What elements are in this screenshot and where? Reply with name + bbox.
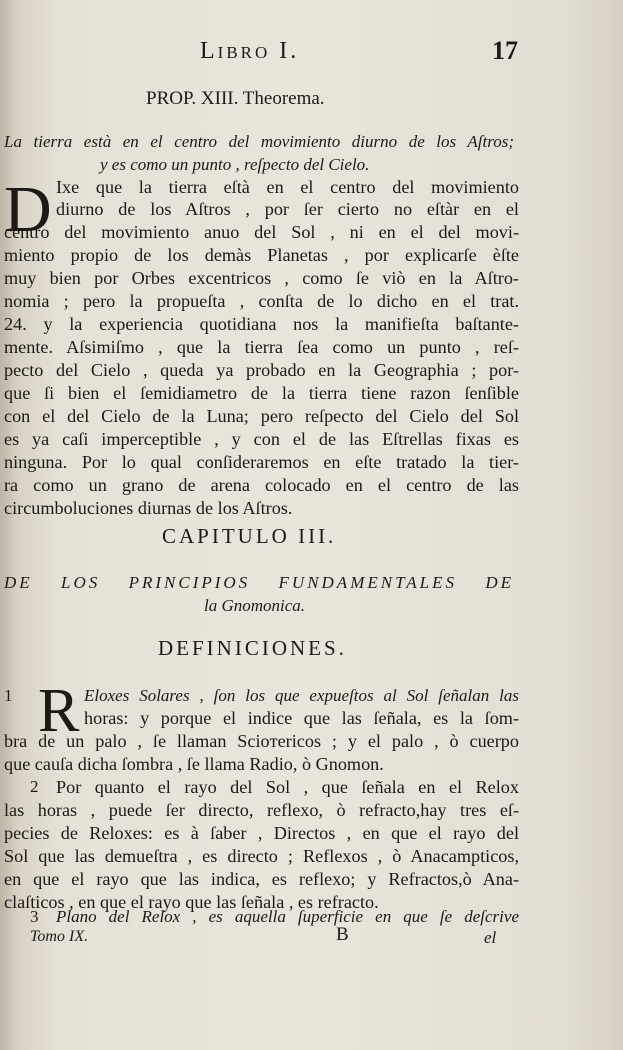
body-line: mente. Aſsimiſmo , que la tierra ſea como un punto , reſ- [4, 337, 519, 357]
definition-1-line: bra de un palo , ſe llaman Scioтericos ; y el palo , ò cuerpo [4, 731, 519, 751]
body-line-first: Ixe que la tierra eſtà en el centro del movimiento [56, 177, 519, 197]
definition-2-line-last: claſticos , en que el rayo que las ſeñala , es refracto. [4, 892, 379, 912]
body-line: ninguna. Por lo qual conſideraremos en eſte tratado la tier- [4, 452, 519, 472]
catchword: el [484, 928, 497, 947]
drop-cap-r: R [38, 677, 80, 745]
body-line: con el del Cielo de la Luna; pero reſpecto del Cielo del Sol [4, 406, 519, 426]
proposition-statement-line-1: La tierra està en el centro del movimiento diurno de los Aſtros; [4, 132, 514, 151]
body-line-last: circumboluciones diurnas de los Aſtros. [4, 498, 293, 518]
body-line: que ſi bien el ſemidiametro de la tierra tiene razon ſenſible [4, 383, 519, 403]
definition-3-line-1: Plano del Relox , es aquella ſuperficie en que ſe deſcrive [56, 907, 519, 926]
proposition-title: PROP. XIII. Theorema. [146, 88, 325, 109]
drop-cap-d: D [4, 173, 52, 246]
definitions-heading: DEFINICIONES. [158, 636, 347, 660]
body-line: centro del movimiento anuo del Sol , ni en el del movi- [4, 222, 519, 242]
signature-mark: B [336, 924, 349, 945]
definition-2-line: en que el rayo que las indica, es reflexo; y Refractos,ò Ana- [4, 869, 519, 889]
definition-1-line-last: que cauſa dicha ſombra , ſe llama Radio, ò Gnomon. [4, 754, 384, 774]
body-line: miento propio de los demàs Planetas , por explicarſe èſte [4, 245, 519, 265]
definition-2-line: pecies de Reloxes: es à ſaber , Directos , en que el rayo del [4, 823, 519, 843]
definition-2-line-1: Por quanto el rayo del Sol , que ſeñala en el Relox [56, 777, 519, 797]
chapter-title: CAPITULO III. [162, 524, 337, 548]
running-title: Libro I. [200, 38, 300, 64]
definition-number-3: 3 [30, 907, 39, 926]
body-line: muy bien por Orbes excentricos , como ſe viò en la Aſtro- [4, 268, 519, 288]
definition-1-line-2: horas: y porque el indice que las ſeñala, es la ſom- [84, 708, 519, 728]
body-line: ra como un grano de arena colocado en el centro de las [4, 475, 519, 495]
definition-2-line: las horas , puede ſer directo, reflexo, ò refracto,hay tres eſ- [4, 800, 519, 820]
body-line: pecto del Cielo , queda ya probado en la Geographia ; por- [4, 360, 519, 380]
chapter-subtitle-line-2: la Gnomonica. [204, 596, 306, 615]
definition-number-1: 1 [4, 686, 13, 705]
body-line: 24. y la experiencia quotidiana nos la manifieſta baſtante- [4, 314, 519, 334]
body-line: es ya caſi imperceptible , y con el de las Eſtrellas fixas es [4, 429, 519, 449]
body-line: nomia ; pero la propueſta , conſta de lo dicho en el trat. [4, 291, 519, 311]
definition-2-line: Sol que las demueſtra , es directo ; Reflexos , ò Anacampticos, [4, 846, 519, 866]
chapter-subtitle-line-1: DE LOS PRINCIPIOS FUNDAMENTALES DE [4, 573, 514, 592]
proposition-statement-line-2: y es como un punto , reſpecto del Cielo. [100, 155, 370, 174]
definition-1-line-1: Eloxes Solares , ſon los que expueſtos al Sol ſeñalan las [84, 686, 519, 705]
page-number: 17 [492, 36, 518, 65]
definition-number-2: 2 [30, 777, 39, 796]
volume-label: Tomo IX. [30, 928, 89, 945]
body-line-second: diurno de los Aſtros , por ſer cierto no eſtàr en el [56, 199, 519, 219]
